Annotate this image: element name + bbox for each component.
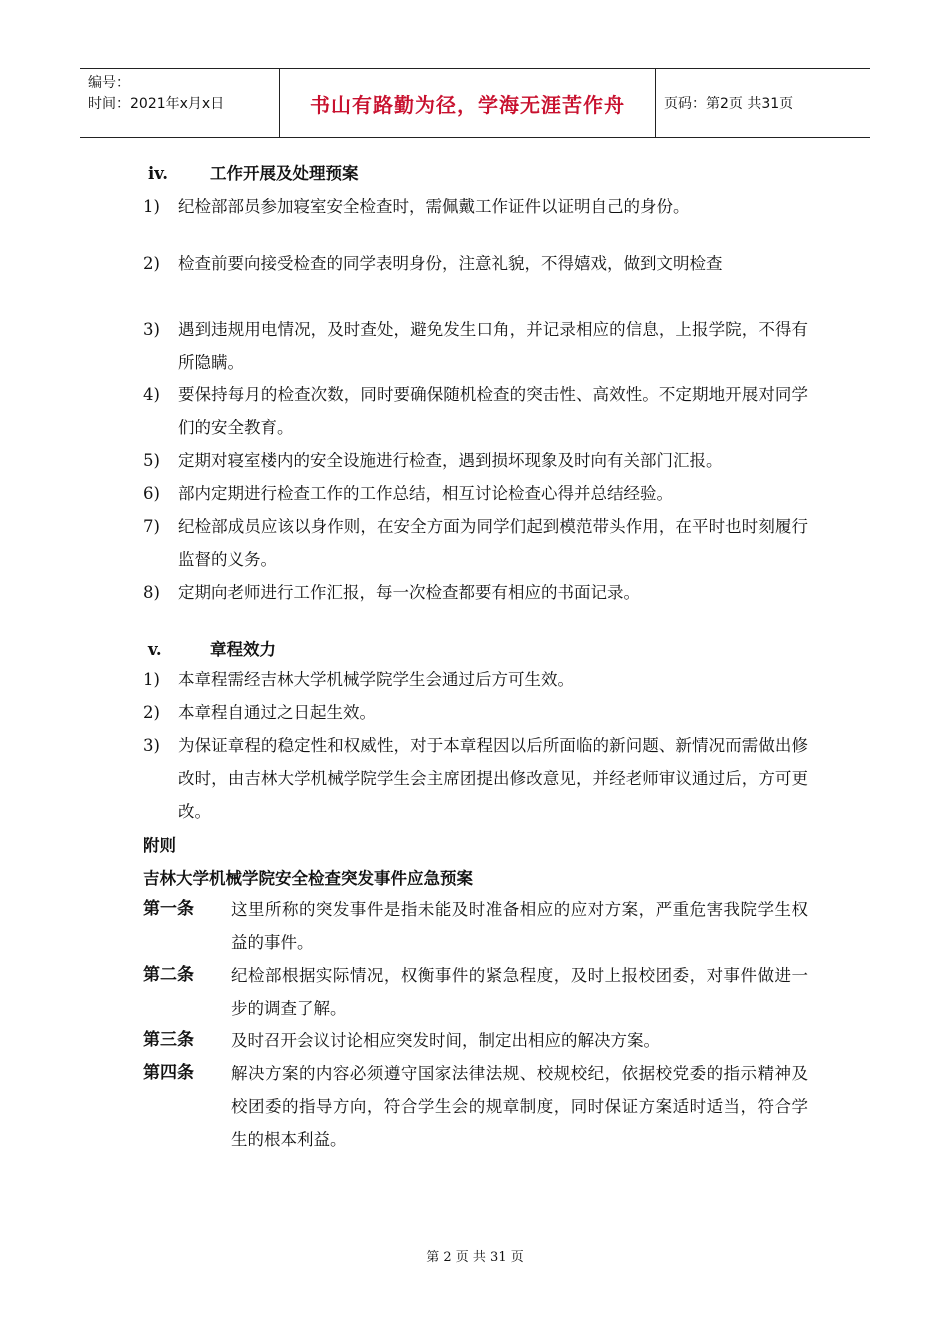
serial-label: 编号： <box>88 75 130 91</box>
appendix-label: 附则 <box>143 836 176 855</box>
article-label: 第二条 <box>143 965 194 985</box>
article-text: 解决方案的内容必须遵守国家法律法规、校规校纪，依据校党委的指示精神及校团委的指导方向，符合学生会的规章制度，同时保证方案适时适当，符合学生的根本利益。 <box>231 1064 808 1149</box>
item-number: 4) <box>143 385 160 404</box>
header-page-info: 页码：第2页 共31页 <box>664 96 794 112</box>
article-text: 纪检部根据实际情况，权衡事件的紧急程度，及时上报校团委，对事件做进一步的调查了解。 <box>231 966 808 1018</box>
list-item <box>143 313 808 379</box>
page-footer: 第 2 页 共 31 页 <box>426 1250 524 1265</box>
item-number: 2) <box>143 254 160 273</box>
item-text: 纪检部部员参加寝室安全检查时，需佩戴工作证件以证明自己的身份。 <box>178 197 690 216</box>
list-item <box>143 729 808 828</box>
section-number: iv. <box>148 164 168 183</box>
item-text: 为保证章程的稳定性和权威性，对于本章程因以后所面临的新问题、新情况而需做出修改时，由吉林大学机械学院学生会主席团提出修改意见，并经老师审议通过后，方可更改。 <box>178 736 808 821</box>
item-text: 定期对寝室楼内的安全设施进行检查，遇到损坏现象及时向有关部门汇报。 <box>178 451 723 470</box>
item-number: 5) <box>143 451 160 470</box>
header-motto: 书山有路勤为径，学海无涯苦作舟 <box>280 69 656 137</box>
article <box>143 1057 808 1156</box>
item-number: 6) <box>143 484 160 503</box>
item-text: 定期向老师进行工作汇报，每一次检查都要有相应的书面记录。 <box>178 583 640 602</box>
section-title: 章程效力 <box>210 640 276 659</box>
item-number: 7) <box>143 517 160 536</box>
list-item <box>143 477 808 510</box>
article-label: 第四条 <box>143 1063 194 1083</box>
article <box>143 959 808 1025</box>
item-text: 要保持每月的检查次数，同时要确保随机检查的突击性、高效性。不定期地开展对同学们的安全教育。 <box>178 385 808 437</box>
list-item <box>143 576 808 609</box>
item-number: 8) <box>143 583 160 602</box>
item-text: 本章程自通过之日起生效。 <box>178 703 376 722</box>
date-label: 时间：2021年x月x日 <box>88 96 225 112</box>
list-item <box>143 378 808 444</box>
item-number: 1) <box>143 670 160 689</box>
page-header <box>80 68 870 138</box>
item-text: 检查前要向接受检查的同学表明身份，注意礼貌，不得嬉戏，做到文明检查 <box>178 254 723 273</box>
article-label: 第一条 <box>143 899 194 919</box>
list-item <box>143 247 808 280</box>
appendix-title: 吉林大学机械学院安全检查突发事件应急预案 <box>143 869 473 888</box>
item-number: 3) <box>143 320 160 339</box>
section-heading <box>148 636 276 660</box>
list-item <box>143 663 808 696</box>
header-meta <box>80 69 280 137</box>
section-number: v. <box>148 640 162 659</box>
article-label: 第三条 <box>143 1030 194 1050</box>
item-number: 1) <box>143 197 160 216</box>
list-item <box>143 696 808 729</box>
section-title: 工作开展及处理预案 <box>210 164 359 183</box>
article <box>143 893 808 959</box>
item-number: 3) <box>143 736 160 755</box>
item-text: 本章程需经吉林大学机械学院学生会通过后方可生效。 <box>178 670 574 689</box>
section-heading <box>148 160 359 184</box>
article-text: 这里所称的突发事件是指未能及时准备相应的应对方案，严重危害我院学生权益的事件。 <box>231 900 808 952</box>
item-number: 2) <box>143 703 160 722</box>
article-text: 及时召开会议讨论相应突发时间，制定出相应的解决方案。 <box>231 1031 660 1050</box>
list-item <box>143 444 808 477</box>
list-item <box>143 190 808 223</box>
item-text: 纪检部成员应该以身作则，在安全方面为同学们起到模范带头作用，在平时也时刻履行监督的义务。 <box>178 517 808 569</box>
article <box>143 1024 808 1057</box>
item-text: 部内定期进行检查工作的工作总结，相互讨论检查心得并总结经验。 <box>178 484 673 503</box>
list-item <box>143 510 808 576</box>
item-text: 遇到违规用电情况，及时查处，避免发生口角，并记录相应的信息，上报学院，不得有所隐瞒。 <box>178 320 808 372</box>
